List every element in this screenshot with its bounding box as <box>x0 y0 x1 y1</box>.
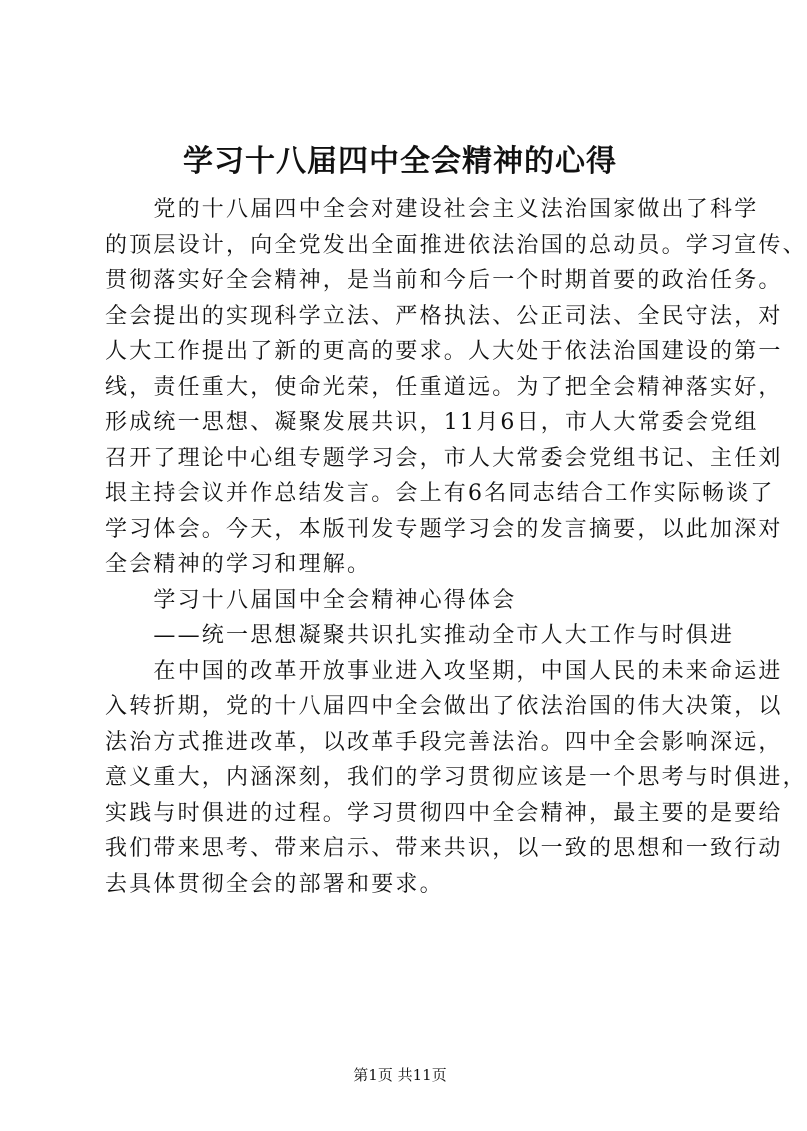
body-line: 全会提出的实现科学立法、严格执法、公正司法、全民守法，对 <box>105 303 783 329</box>
body-line: 在中国的改革开放事业进入攻坚期，中国人民的未来命运进 <box>105 658 783 684</box>
section-heading: 学习十八届国中全会精神心得体会 <box>105 587 517 613</box>
body-line: 意义重大，内涵深刻，我们的学习贯彻应该是一个思考与时俱进， <box>105 765 807 790</box>
body-line: 法治方式推进改革，以改革手段完善法治。四中全会影响深远， <box>105 729 783 755</box>
body-line: 线，责任重大，使命光荣，任重道远。为了把全会精神落实好， <box>105 374 783 400</box>
body-line: 党的十八届四中全会对建设社会主义法治国家做出了科学 <box>105 197 759 222</box>
body-line: 贯彻落实好全会精神，是当前和今后一个时期首要的政治任务。 <box>105 268 783 293</box>
document-title: 学习十八届四中全会精神的心得 <box>183 144 617 179</box>
body-line: 形成统一思想、凝聚发展共识，11月6日，市人大常委会党组 <box>105 410 759 435</box>
body-line: 去具体贯彻全会的部署和要求。 <box>105 871 444 897</box>
section-subheading: ——统一思想凝聚共识扎实推动全市人大工作与时俱进 <box>105 623 735 648</box>
body-line: 召开了理论中心组专题学习会，市人大常委会党组书记、主任刘 <box>105 445 783 471</box>
body-line: 全会精神的学习和理解。 <box>105 552 372 577</box>
body-line: 的顶层设计，向全党发出全面推进依法治国的总动员。学习宣传、 <box>105 232 807 258</box>
document-body <box>105 192 807 902</box>
body-line: 垠主持会议并作总结发言。会上有6名同志结合工作实际畅谈了 <box>105 481 775 506</box>
body-line: 我们带来思考、带来启示、带来共识，以一致的思想和一致行动 <box>105 836 783 861</box>
body-line: 人大工作提出了新的更高的要求。人大处于依法治国建设的第一 <box>105 339 783 364</box>
page-number-footer: 第1页 共11页 <box>353 1066 447 1084</box>
body-line: 实践与时俱进的过程。学习贯彻四中全会精神，最主要的是要给 <box>105 800 783 826</box>
body-line: 入转折期，党的十八届四中全会做出了依法治国的伟大决策，以 <box>105 694 783 719</box>
body-line: 学习体会。今天，本版刊发专题学习会的发言摘要，以此加深对 <box>105 516 783 542</box>
